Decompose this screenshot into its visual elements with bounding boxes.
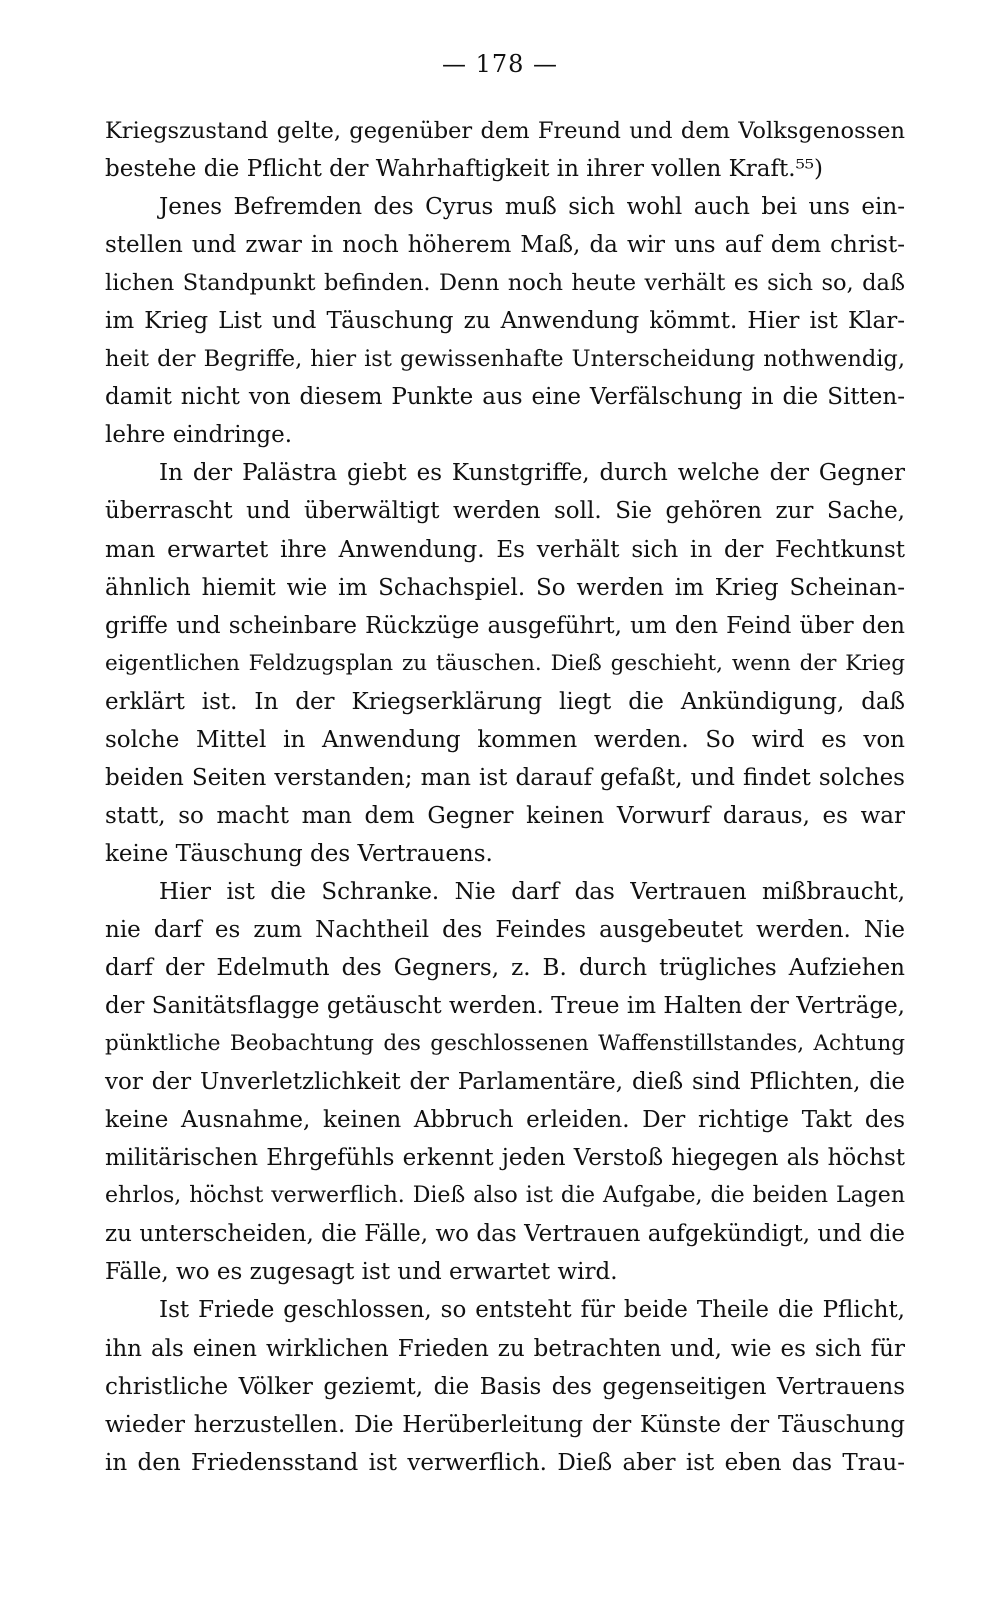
text-line: statt, so macht man dem Gegner keinen Vorwurf daraus, es war bbox=[105, 802, 905, 829]
text-line: man erwartet ihre Anwendung. Es verhält sich in der Fechtkunst bbox=[105, 536, 905, 563]
text-line: ehrlos, höchst verwerflich. Dieß also ist die Aufgabe, die beiden Lagen bbox=[105, 1183, 905, 1209]
text-line: pünktliche Beobachtung des geschlossenen Waffenstillstandes, Achtung bbox=[105, 1031, 905, 1057]
text-line: Jenes Befremden des Cyrus muß sich wohl auch bei uns ein- bbox=[159, 194, 905, 221]
text-line: Hier ist die Schranke. Nie darf das Vertrauen mißbraucht, bbox=[159, 878, 905, 905]
text-line: beiden Seiten verstanden; man ist darauf gefaßt, und findet solches bbox=[105, 764, 905, 791]
text-line: zu unterscheiden, die Fälle, wo das Vertrauen aufgekündigt, und die bbox=[105, 1221, 905, 1248]
text-line: der Sanitätsflagge getäuscht werden. Treue im Halten der Verträge, bbox=[105, 993, 905, 1020]
text-line: keine Täuschung des Vertrauens. bbox=[105, 840, 493, 867]
body-text bbox=[105, 112, 905, 1482]
text-line: griffe und scheinbare Rückzüge ausgeführt, um den Feind über den bbox=[105, 612, 905, 639]
text-line: darf der Edelmuth des Gegners, z. B. durch trügliches Aufziehen bbox=[105, 955, 905, 982]
text-line: in den Friedensstand ist verwerflich. Dieß aber ist eben das Trau- bbox=[105, 1449, 905, 1476]
text-line: damit nicht von diesem Punkte aus eine Verfälschung in die Sitten- bbox=[105, 384, 905, 411]
text-line: lehre eindringe. bbox=[105, 422, 293, 449]
text-line: In der Palästra giebt es Kunstgriffe, durch welche der Gegner bbox=[159, 460, 905, 487]
text-line: Ist Friede geschlossen, so entsteht für beide Theile die Pflicht, bbox=[159, 1297, 905, 1324]
text-line: im Krieg List und Täuschung zu Anwendung kömmt. Hier ist Klar- bbox=[105, 308, 905, 335]
text-line: vor der Unverletzlichkeit der Parlamentäre, dieß sind Pflichten, die bbox=[105, 1069, 905, 1096]
text-line: ähnlich hiemit wie im Schachspiel. So werden im Krieg Scheinan- bbox=[105, 574, 905, 601]
text-line: lichen Standpunkt befinden. Denn noch heute verhält es sich so, daß bbox=[105, 270, 905, 297]
text-line: eigentlichen Feldzugsplan zu täuschen. Dieß geschieht, wenn der Krieg bbox=[105, 650, 905, 676]
page-number: — 178 — bbox=[441, 50, 559, 78]
text-line: keine Ausnahme, keinen Abbruch erleiden. Der richtige Takt des bbox=[105, 1107, 905, 1134]
text-line: wieder herzustellen. Die Herüberleitung der Künste der Täuschung bbox=[105, 1411, 905, 1438]
text-line: stellen und zwar in noch höherem Maß, da wir uns auf dem christ- bbox=[105, 232, 905, 259]
text-line: Kriegszustand gelte, gegenüber dem Freund und dem Volksgenossen bbox=[105, 118, 905, 144]
text-line: solche Mittel in Anwendung kommen werden. So wird es von bbox=[105, 726, 905, 753]
text-line: militärischen Ehrgefühls erkennt jeden Verstoß hiegegen als höchst bbox=[105, 1145, 905, 1172]
text-line: überrascht und überwältigt werden soll. Sie gehören zur Sache, bbox=[105, 498, 905, 525]
text-line: christliche Völker geziemt, die Basis des gegenseitigen Vertrauens bbox=[105, 1373, 905, 1400]
text-line: Fälle, wo es zugesagt ist und erwartet wird. bbox=[105, 1259, 618, 1286]
text-line: bestehe die Pflicht der Wahrhaftigkeit in ihrer vollen Kraft.⁵⁵) bbox=[105, 156, 823, 183]
text-line: nie darf es zum Nachtheil des Feindes ausgebeutet werden. Nie bbox=[105, 916, 905, 943]
text-line: ihn als einen wirklichen Frieden zu betrachten und, wie es sich für bbox=[105, 1335, 905, 1362]
text-line: heit der Begriffe, hier ist gewissenhafte Unterscheidung nothwendig, bbox=[105, 346, 905, 373]
text-line: erklärt ist. In der Kriegserklärung liegt die Ankündigung, daß bbox=[105, 688, 905, 715]
